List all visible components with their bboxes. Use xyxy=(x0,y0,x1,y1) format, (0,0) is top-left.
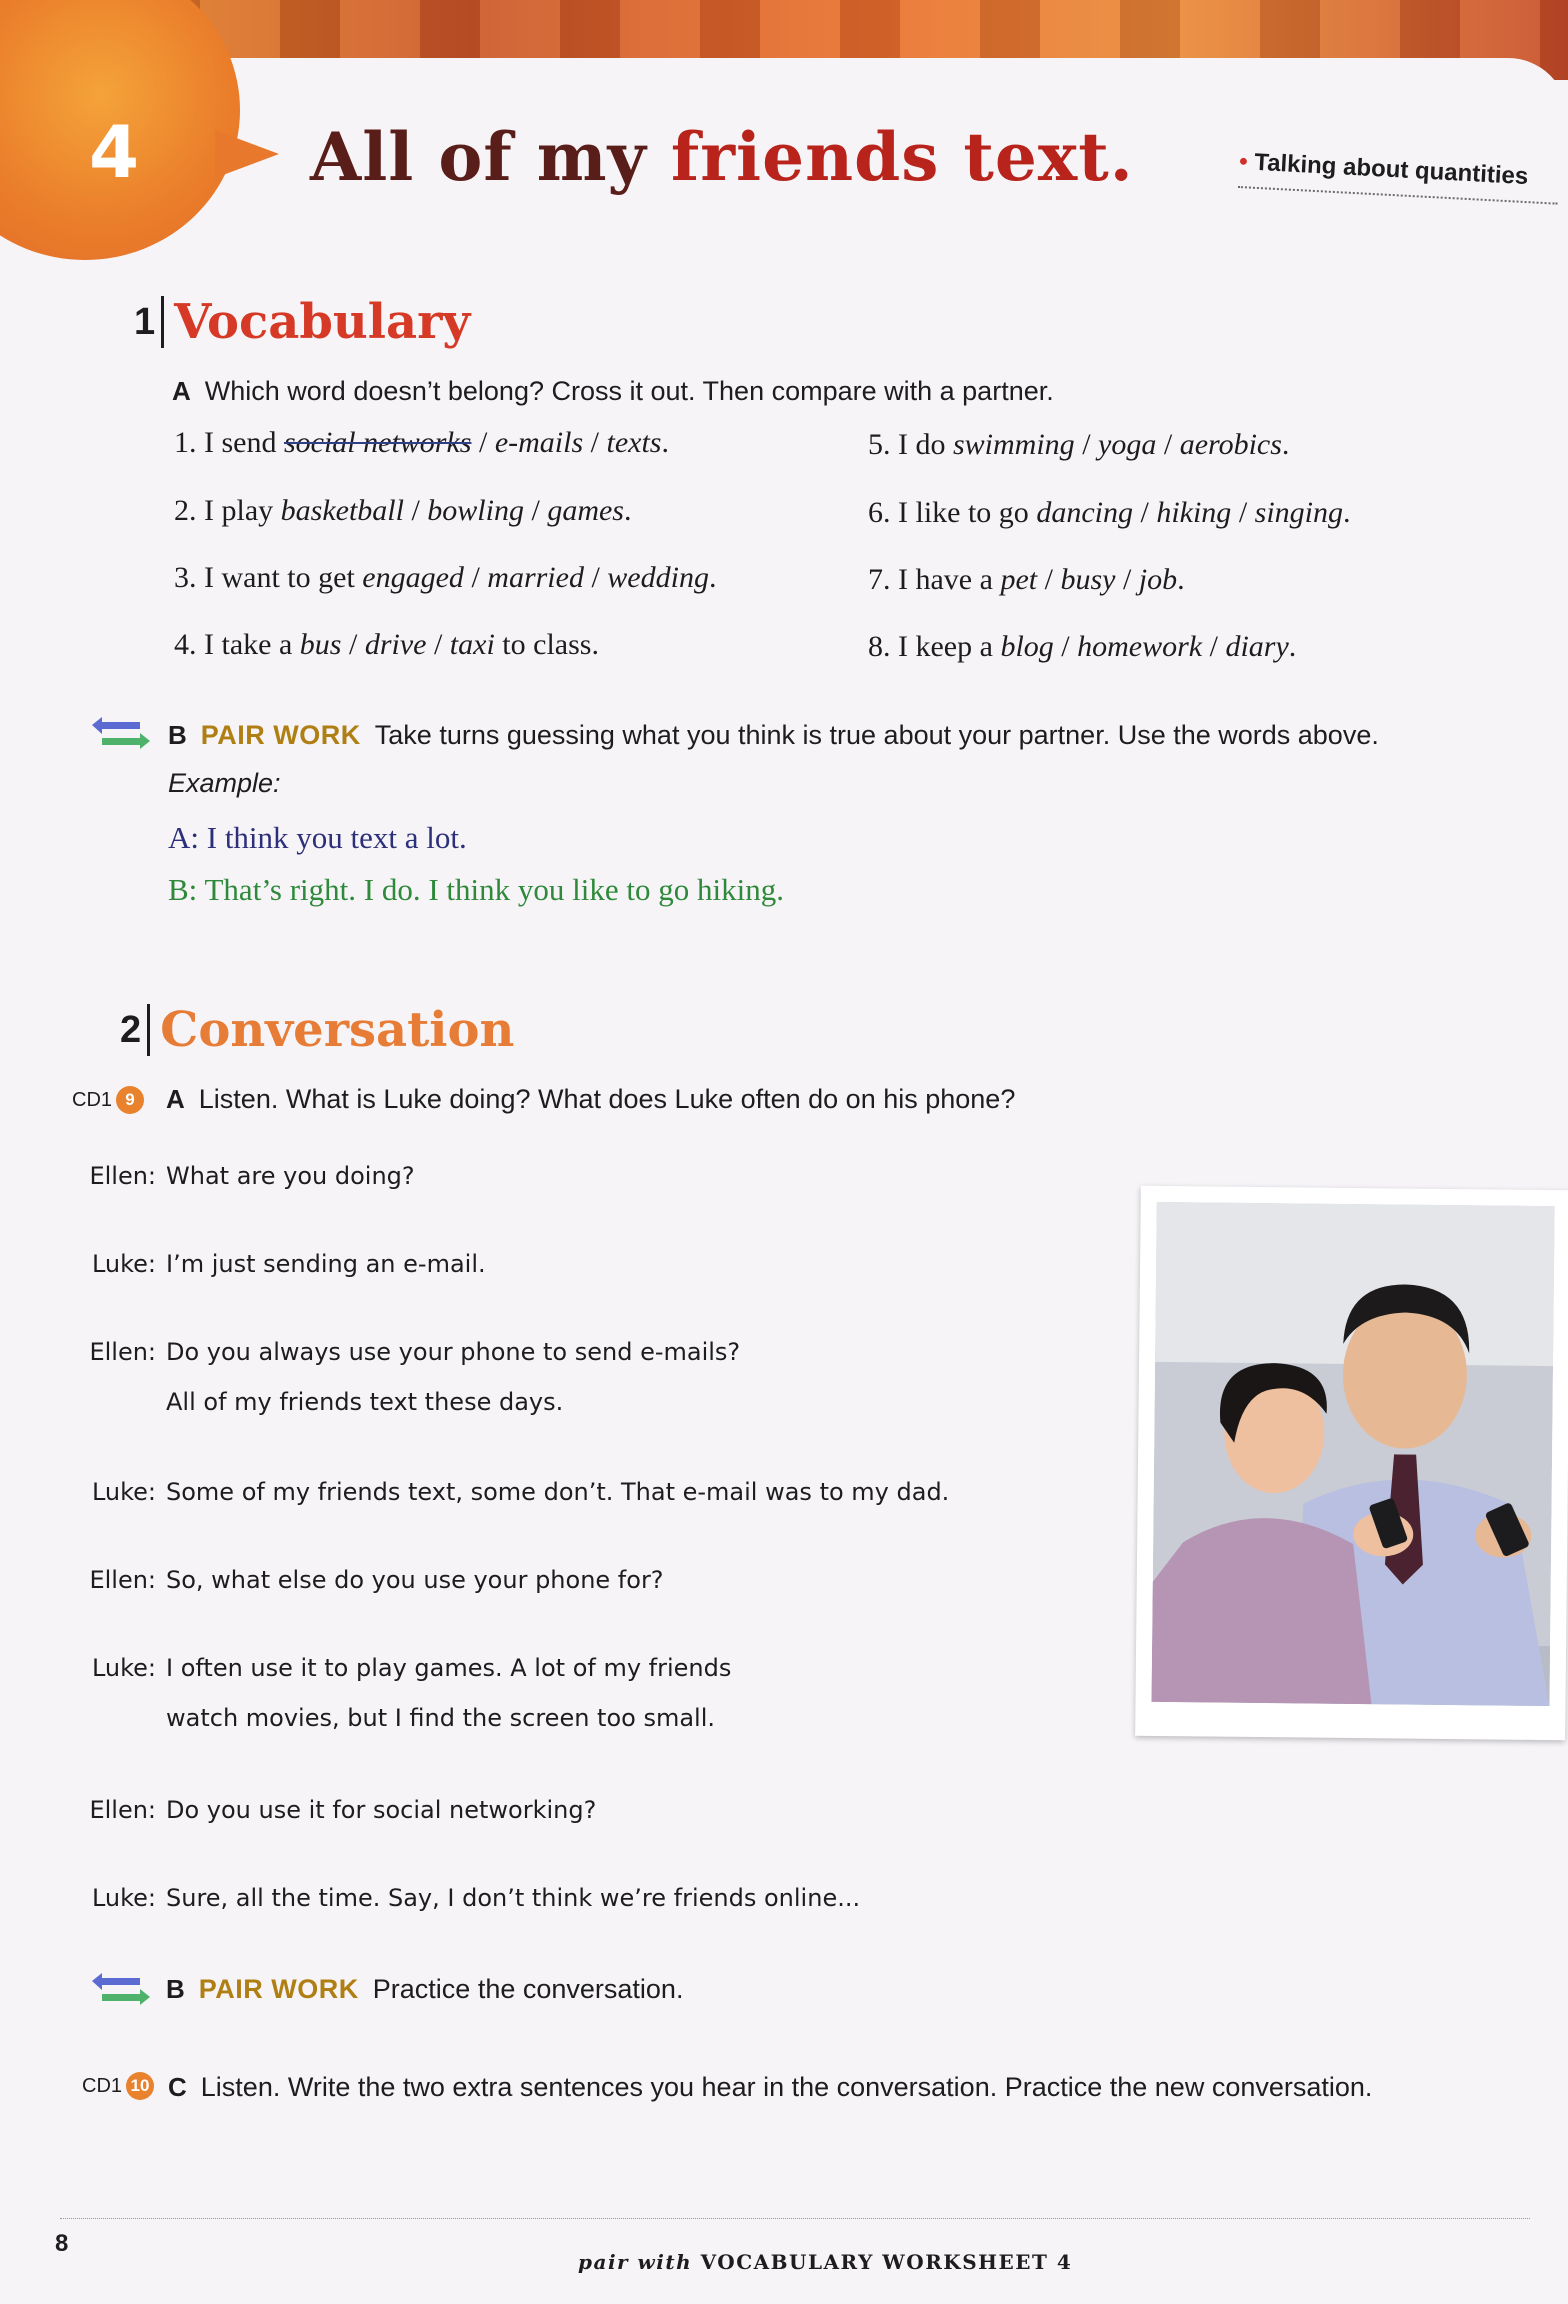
option-word: singing xyxy=(1254,496,1344,529)
conversation-line-3 xyxy=(72,1338,740,1416)
line-text: I’m just sending an e-mail. xyxy=(166,1250,486,1278)
option-word: aerobics xyxy=(1179,428,1282,461)
example-line-b xyxy=(168,872,784,908)
option-word: married xyxy=(487,561,584,594)
cd-label: CD1 xyxy=(72,1088,113,1111)
unit-title-part2: friends text. xyxy=(670,118,1134,196)
exercise-letter: B xyxy=(168,720,187,750)
item-stem: 4. I take a xyxy=(174,628,300,661)
unit-title xyxy=(310,118,1134,196)
vocab-item-4 xyxy=(174,628,599,662)
item-stem: 1. I send xyxy=(174,426,284,459)
section-number: 1 xyxy=(134,300,156,343)
section-number: 2 xyxy=(120,1008,142,1051)
speaker: Ellen: xyxy=(89,1338,156,1366)
slash: / xyxy=(463,561,488,594)
pair-work-icon xyxy=(92,1972,150,2006)
option-word: texts xyxy=(606,426,662,459)
unit-badge-tail xyxy=(215,130,279,178)
vocab-item-2 xyxy=(174,494,631,528)
slash: / xyxy=(1231,496,1255,529)
item-end: . xyxy=(1343,496,1351,529)
option-word: job xyxy=(1138,563,1178,596)
option-word: dancing xyxy=(1036,496,1133,529)
option-word: bowling xyxy=(427,494,524,527)
conversation-instruction-a xyxy=(166,1084,1015,1115)
slash: / xyxy=(583,561,608,594)
item-end: . xyxy=(1177,563,1185,596)
instruction-text: Listen. Write the two extra sentences you hear in the conversation. Practice the new conversation. xyxy=(200,2072,1373,2102)
photo-two-people-with-phone xyxy=(1151,1202,1554,1706)
worksheet-name: VOCABULARY WORKSHEET 4 xyxy=(700,2250,1073,2274)
speaker: Luke: xyxy=(91,1654,156,1682)
vocab-item-6 xyxy=(868,496,1351,530)
speaker: Ellen: xyxy=(89,1566,156,1594)
line-continuation: All of my friends text these days. xyxy=(166,1388,564,1416)
item-end: . xyxy=(1288,630,1297,663)
vocab-instruction-a xyxy=(172,376,1054,407)
audio-track-tag xyxy=(72,1086,144,1114)
worksheet-reference xyxy=(578,2250,1072,2274)
line-text: What are you doing? xyxy=(166,1162,415,1190)
pair-work-icon xyxy=(92,716,150,750)
slash: / xyxy=(471,426,495,459)
pair-work-label: PAIR WORK xyxy=(200,720,361,750)
vocab-item-7 xyxy=(868,563,1185,597)
slash: / xyxy=(426,628,450,661)
option-word: engaged xyxy=(362,561,464,594)
pair-with-label: pair with xyxy=(578,2250,693,2274)
instruction-text: Take turns guessing what you think is true about your partner. Use the words above. xyxy=(374,720,1379,750)
slash: / xyxy=(1053,630,1078,663)
pair-work-label: PAIR WORK xyxy=(198,1974,359,2004)
example-text: I think you text a lot. xyxy=(206,820,467,855)
exercise-letter: B xyxy=(166,1974,185,2004)
item-stem: 2. I play xyxy=(174,494,281,527)
conversation-line-7 xyxy=(72,1796,596,1824)
slash: / xyxy=(523,494,548,527)
exercise-letter: A xyxy=(166,1084,185,1114)
section-title: Conversation xyxy=(160,1002,515,1058)
cd-label: CD1 xyxy=(82,2074,123,2097)
item-end: to class. xyxy=(494,628,599,661)
conversation-line-5 xyxy=(72,1566,664,1594)
line-text: Do you use it for social networking? xyxy=(166,1796,597,1824)
option-word: drive xyxy=(364,628,427,661)
conversation-line-8 xyxy=(72,1884,860,1912)
vocab-item-5 xyxy=(868,428,1289,462)
vocab-item-1 xyxy=(174,426,669,460)
item-end: . xyxy=(708,561,717,594)
instruction-text: Which word doesn’t belong? Cross it out. Then compare with a partner. xyxy=(204,376,1054,406)
exercise-letter: A xyxy=(172,376,191,406)
example-speaker: A: xyxy=(168,820,199,855)
exercise-letter: C xyxy=(168,2072,187,2102)
slash: / xyxy=(1037,563,1061,596)
example-label: Example: xyxy=(168,768,281,798)
option-word: homework xyxy=(1077,630,1203,663)
line-text: Do you always use your phone to send e-mails? xyxy=(166,1338,741,1366)
option-word: hiking xyxy=(1156,496,1232,529)
page-number: 8 xyxy=(55,2230,69,2257)
conversation-line-6 xyxy=(72,1654,731,1732)
vocab-item-3 xyxy=(174,561,716,595)
item-stem: 7. I have a xyxy=(868,563,1001,596)
slash: / xyxy=(403,494,428,527)
item-end: . xyxy=(623,494,632,527)
vocab-item-8 xyxy=(868,630,1296,664)
item-end: . xyxy=(1281,428,1290,461)
slash: / xyxy=(1074,428,1099,461)
slash: / xyxy=(1115,563,1139,596)
example-speaker: B: xyxy=(168,872,198,907)
option-word: swimming xyxy=(953,428,1075,461)
option-word: diary xyxy=(1225,630,1289,663)
conversation-instruction-c xyxy=(168,2072,1372,2103)
item-stem: 6. I like to go xyxy=(868,496,1037,529)
line-text: Some of my friends text, some don’t. That e-mail was to my dad. xyxy=(166,1478,950,1506)
option-word: taxi xyxy=(449,628,495,661)
speaker: Luke: xyxy=(91,1884,156,1912)
option-word: e-mails xyxy=(494,426,584,459)
conversation-instruction-b xyxy=(166,1974,683,2005)
section-conversation-header xyxy=(120,1002,514,1058)
item-stem: 8. I keep a xyxy=(868,630,1001,663)
line-text: I often use it to play games. A lot of my friends xyxy=(166,1654,732,1682)
track-number: 9 xyxy=(116,1086,144,1114)
conversation-line-4 xyxy=(72,1478,949,1506)
vocab-instruction-b xyxy=(168,720,1379,751)
option-word: wedding xyxy=(607,561,709,594)
speaker: Luke: xyxy=(91,1478,156,1506)
footer-divider xyxy=(60,2218,1530,2219)
item-stem: 3. I want to get xyxy=(174,561,363,594)
speaker: Ellen: xyxy=(89,1796,156,1824)
slash: / xyxy=(1202,630,1226,663)
slash: / xyxy=(583,426,607,459)
section-divider xyxy=(147,1004,150,1056)
topic-text: Talking about quantities xyxy=(1253,148,1529,191)
slash: / xyxy=(1156,428,1180,461)
line-text: So, what else do you use your phone for? xyxy=(166,1566,664,1594)
example-line-a xyxy=(168,820,467,856)
unit-number: 4 xyxy=(88,110,140,194)
item-stem: 5. I do xyxy=(868,428,953,461)
example-text: That’s right. I do. I think you like to go hiking. xyxy=(204,872,784,907)
unit-title-part1: All of my xyxy=(310,118,671,196)
crossed-word: social networks xyxy=(283,426,472,459)
slash: / xyxy=(341,628,365,661)
conversation-photo xyxy=(1135,1186,1568,1740)
speaker: Ellen: xyxy=(89,1162,156,1190)
slash: / xyxy=(1132,496,1157,529)
speaker: Luke: xyxy=(91,1250,156,1278)
instruction-text: Practice the conversation. xyxy=(372,1974,684,2004)
option-word: pet xyxy=(1000,563,1038,596)
option-word: bus xyxy=(299,628,342,661)
section-divider xyxy=(161,296,164,348)
line-text: Sure, all the time. Say, I don’t think we’re friends online... xyxy=(166,1884,861,1912)
conversation-line-2 xyxy=(72,1250,486,1278)
option-word: basketball xyxy=(280,494,404,527)
line-continuation: watch movies, but I find the screen too small. xyxy=(166,1704,716,1732)
option-word: games xyxy=(547,494,624,527)
option-word: yoga xyxy=(1098,428,1157,461)
option-word: busy xyxy=(1060,563,1116,596)
section-vocabulary-header xyxy=(134,294,470,350)
track-number: 10 xyxy=(126,2072,154,2100)
audio-track-tag xyxy=(82,2072,154,2100)
instruction-text: Listen. What is Luke doing? What does Luke often do on his phone? xyxy=(198,1084,1016,1114)
option-word: blog xyxy=(1000,630,1054,663)
topic-bullet: • xyxy=(1238,148,1249,176)
section-title: Vocabulary xyxy=(174,294,471,350)
conversation-line-1 xyxy=(72,1162,415,1190)
item-end: . xyxy=(661,426,669,459)
